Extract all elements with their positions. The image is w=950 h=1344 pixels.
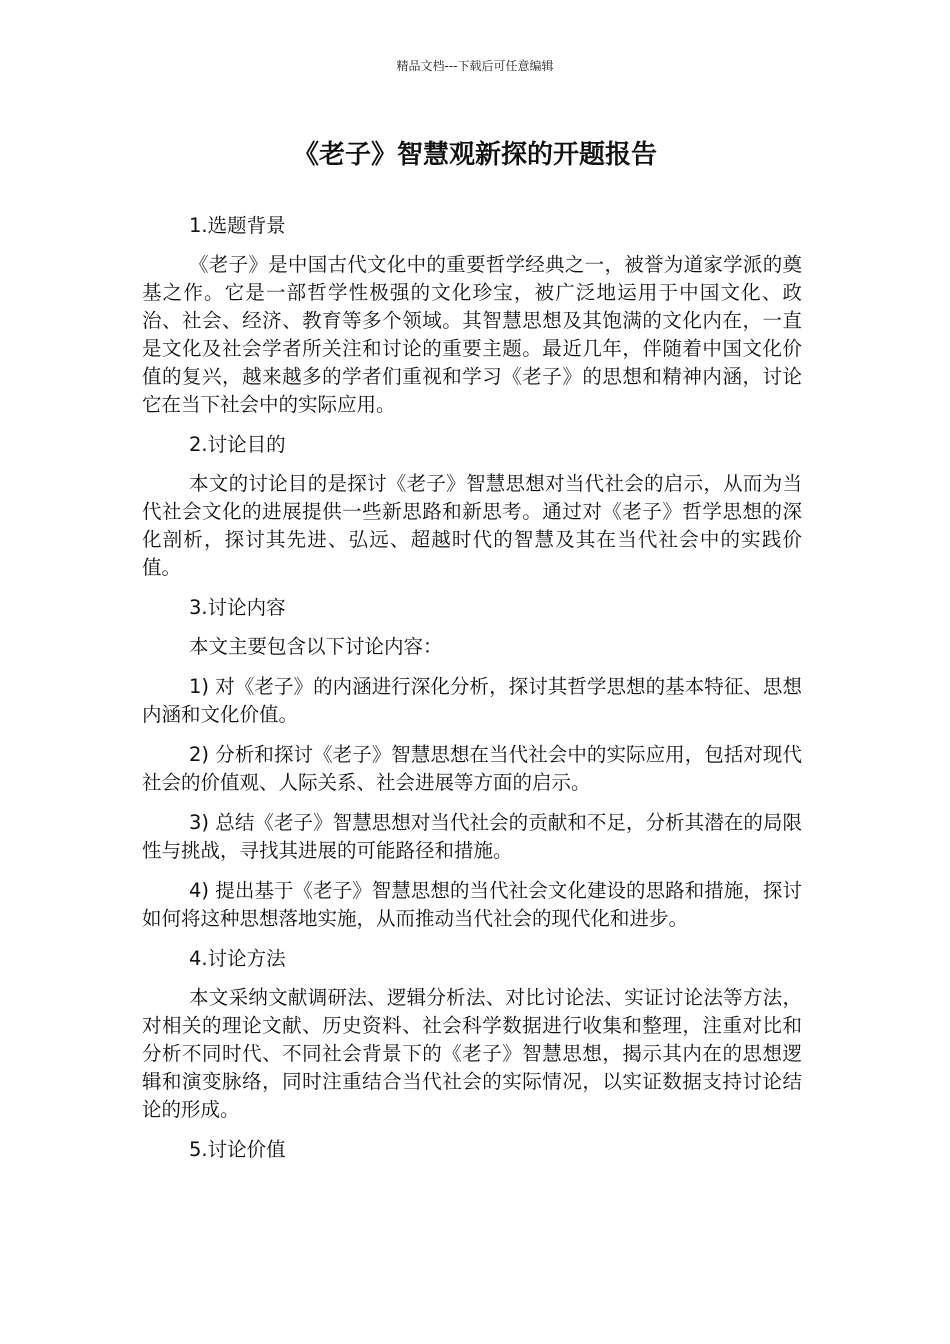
paragraph: 本文的讨论目的是探讨《老子》智慧思想对当代社会的启示，从而为当代社会文化的进展提供一些新思路和新思考。通过对《老子》哲学思想的深化剖析，探讨其先进、弘远、超越时代的智慧及其在当代社会中的实践价值。 [142, 472, 802, 579]
document-title: 《老子》智慧观新探的开题报告 [292, 140, 657, 170]
paragraph: 本文主要包含以下讨论内容： [189, 635, 443, 658]
section-value [142, 1136, 802, 1164]
section-heading: 4.讨论方法 [189, 947, 286, 970]
document-body [142, 212, 802, 1175]
list-item: 4) 提出基于《老子》智慧思想的当代社会文化建设的思路和措施，探讨如何将这种思想落地实施，从而推动当代社会的现代化和进步。 [142, 879, 802, 930]
paragraph: 本文采纳文献调研法、逻辑分析法、对比讨论法、实证讨论法等方法，对相关的理论文献、历史资料、社会科学数据进行收集和整理，注重对比和分析不同时代、不同社会背景下的《老子》智慧思想，揭示其内在的思想逻辑和演变脉络，同时注重结合当代社会的实际情况，以实证数据支持讨论结论的形成。 [142, 986, 802, 1121]
section-method [142, 945, 802, 1124]
list-item: 1) 对《老子》的内涵进行深化分析，探讨其哲学思想的基本特征、思想内涵和文化价值。 [142, 675, 802, 726]
list-item: 3) 总结《老子》智慧思想对当代社会的贡献和不足，分析其潜在的局限性与挑战，寻找其进展的可能路径和措施。 [142, 811, 802, 862]
section-heading: 1.选题背景 [189, 214, 286, 237]
section-heading: 2.讨论目的 [189, 433, 286, 456]
section-background [142, 212, 802, 419]
section-heading: 5.讨论价值 [189, 1138, 286, 1161]
list-item: 2) 分析和探讨《老子》智慧思想在当代社会中的实际应用，包括对现代社会的价值观、人际关系、社会进展等方面的启示。 [142, 743, 802, 794]
header-note: 精品文档---下载后可任意编辑 [396, 59, 554, 73]
section-purpose [142, 431, 802, 582]
paragraph: 《老子》是中国古代文化中的重要哲学经典之一，被誉为道家学派的奠基之作。它是一部哲学性极强的文化珍宝，被广泛地运用于中国文化、政治、社会、经济、教育等多个领域。其智慧思想及其饱满的文化内在，一直是文化及社会学者所关注和讨论的重要主题。最近几年，伴随着中国文化价值的复兴，越来越多的学者们重视和学习《老子》的思想和精神内涵，讨论它在当下社会中的实际应用。 [142, 253, 802, 416]
section-heading: 3.讨论内容 [189, 596, 286, 619]
section-content [142, 594, 802, 933]
